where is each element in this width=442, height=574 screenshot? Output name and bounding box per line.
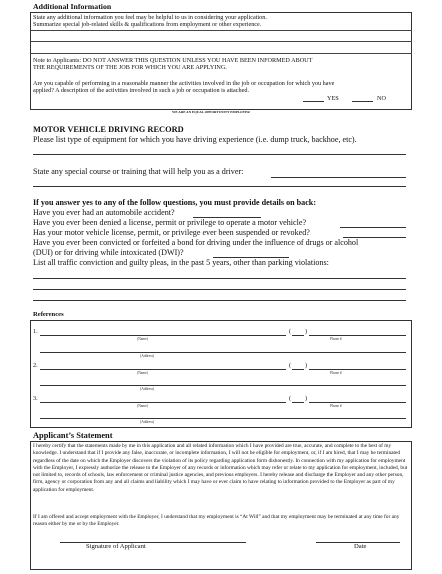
training-field-1[interactable]	[271, 177, 406, 178]
traffic-convictions-field-2[interactable]	[33, 289, 406, 290]
reference-area-code-field[interactable]	[292, 402, 304, 403]
phone-caption: Phone #	[330, 337, 342, 341]
denied-license-answer-field[interactable]	[340, 227, 406, 228]
reference-name-field[interactable]	[40, 402, 286, 403]
reference-number: 2.	[33, 362, 38, 369]
address-caption: (Address)	[140, 387, 155, 391]
name-caption: (Name)	[137, 404, 148, 408]
reference-number: 1.	[33, 328, 38, 335]
question-traffic-convictions: List all traffic conviction and guilty pleas, in the past 5 years, other than parking violations:	[33, 258, 329, 267]
traffic-convictions-field-1[interactable]	[33, 278, 406, 279]
reference-phone-field[interactable]	[309, 402, 406, 403]
reference-area-code-field[interactable]	[292, 335, 304, 336]
paren-close: )	[305, 395, 308, 402]
reference-area-code-field[interactable]	[292, 369, 304, 370]
references-heading: References	[33, 311, 64, 318]
reference-name-field[interactable]	[40, 335, 286, 336]
paren-close: )	[305, 362, 308, 369]
statement-paragraph-1: I hereby certify that the statements made by me in this application and all related information which I have provided are true, accurate, and complete to the best of my knowledge. I understand that if I provide any false, inaccurate, or incomplete information, I will not be eligible for employment, or, if I am hired, that I may be terminated regardless of the date on which the Employer discovers the violation of its policy regarding application form dishonestly. In connection with my application for employment with the Employer, I expressly authorize the release to the Employer of any records or information which may refer or relate to my application for employment, included, but not limited to, records of schools, law enforcement or criminal justice agencies, and previous employers. I hereby release and discharge the Employer and any other person, firm, agency or corporation from any and all claims and liability which I may have or ever claim to have relating to information provided to the Employer as part of my application for employment.	[33, 443, 408, 493]
question-suspended: Has your motor vehicle license, permit, or privilege ever been suspended or revoked?	[33, 228, 310, 237]
reference-phone-field[interactable]	[309, 335, 406, 336]
reference-phone-field[interactable]	[309, 369, 406, 370]
additional-info-field-2[interactable]	[31, 42, 411, 52]
training-prompt: State any special course or training that will help you as a driver:	[33, 167, 244, 176]
divider	[30, 53, 412, 54]
traffic-convictions-field-3[interactable]	[33, 300, 406, 301]
eeo-statement: WE ARE AN EQUAL OPPORTUNITY EMPLOYER	[172, 110, 250, 114]
reference-address-field[interactable]	[40, 352, 406, 353]
signature-label: Signature of Applicant	[86, 543, 146, 550]
questions-intro: If you answer yes to any of the follow questions, you must provide details on back:	[33, 198, 317, 207]
paren-open: (	[289, 395, 292, 402]
training-field-2[interactable]	[33, 186, 406, 187]
address-caption: (Address)	[140, 420, 155, 424]
no-field[interactable]	[352, 101, 373, 102]
name-caption: (Name)	[137, 371, 148, 375]
note-line-1: Note to Applicants: DO NOT ANSWER THIS QUESTION UNLESS YOU HAVE BEEN INFORMED ABOUT	[33, 57, 313, 64]
phone-caption: Phone #	[330, 371, 342, 375]
question-dui-line-1: Have you ever been convicted or forfeited a bond for driving under the influence of drugs or alcohol	[33, 238, 359, 247]
statement-paragraph-2: If I am offered and accept employment with the Employer, I understand that my employment is “At Will” and that my employment may be terminated at any time for any reason either by me or by the Employer.	[33, 514, 400, 528]
paren-open: (	[289, 328, 292, 335]
additional-info-field-1[interactable]	[31, 31, 411, 41]
paren-open: (	[289, 362, 292, 369]
reference-number: 3.	[33, 395, 38, 402]
references-box	[30, 320, 412, 428]
equipment-prompt: Please list type of equipment for which you have driving experience (i.e. dump truck, backhoe, etc).	[33, 135, 357, 144]
date-label: Date	[354, 543, 367, 550]
motor-vehicle-heading: MOTOR VEHICLE DRIVING RECORD	[33, 125, 184, 134]
name-caption: (Name)	[137, 337, 148, 341]
question-dui-line-2: (DUI) or for driving while intoxicated (DWI)?	[33, 248, 184, 257]
additional-info-line-2: Summarize special job-related skills & qualifications from employment or other experience.	[33, 21, 262, 28]
yes-field[interactable]	[303, 101, 324, 102]
statement-heading: Applicant’s Statement	[33, 431, 113, 440]
reference-address-field[interactable]	[40, 385, 406, 386]
address-caption: (Address)	[140, 354, 155, 358]
reference-address-field[interactable]	[40, 418, 406, 419]
reference-name-field[interactable]	[40, 369, 286, 370]
capability-question-line-1: Are you capable of performing in a reasonable manner the activities involved in the job or occupation for which you have	[33, 80, 335, 87]
equipment-field[interactable]	[33, 154, 406, 155]
no-label: NO	[377, 95, 386, 102]
additional-info-line-1: State any additional information you feel may be helpful to us in considering your application.	[33, 14, 267, 21]
paren-close: )	[305, 328, 308, 335]
capability-question-line-2: applied? A description of the activities involved in such a job or occupation is attached.	[33, 87, 249, 94]
additional-info-heading: Additional Information	[33, 2, 112, 11]
note-line-2: THE REQUIREMENTS OF THE JOB FOR WHICH YOU ARE APPLYING.	[33, 64, 227, 71]
question-accident: Have you ever had an automobile accident?	[33, 208, 175, 217]
phone-caption: Phone #	[330, 404, 342, 408]
yes-label: YES	[327, 95, 339, 102]
question-denied-license: Have you ever been denied a license, permit or privilege to operate a motor vehicle?	[33, 218, 307, 227]
